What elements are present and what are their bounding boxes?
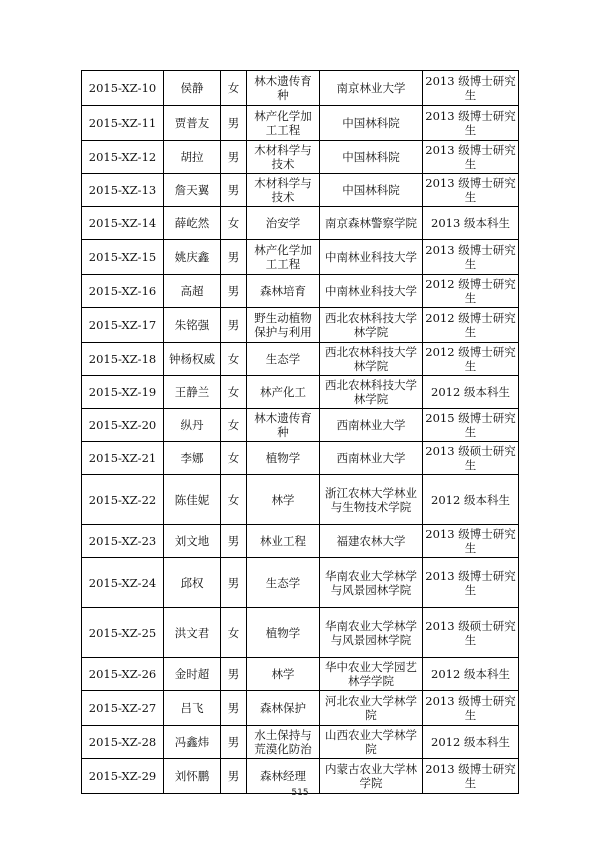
gender-cell: 女	[221, 71, 247, 106]
gender-cell: 男	[221, 240, 247, 275]
school-cell: 中南林业科技大学	[320, 275, 423, 308]
major-cell: 生态学	[247, 558, 320, 608]
name-cell: 洪文君	[164, 608, 221, 658]
level-cell: 2013 级博士研究生	[423, 759, 519, 794]
name-cell: 胡拉	[164, 141, 221, 174]
gender-cell: 男	[221, 558, 247, 608]
level-cell: 2012 级博士研究生	[423, 343, 519, 376]
major-cell: 林产化工	[247, 376, 320, 409]
level-cell: 2013 级硕士研究生	[423, 442, 519, 475]
level-cell: 2012 级本科生	[423, 658, 519, 691]
gender-cell: 女	[221, 207, 247, 240]
school-cell: 华南农业大学林学与风景园林学院	[320, 558, 423, 608]
name-cell: 高超	[164, 275, 221, 308]
school-cell: 南京林业大学	[320, 71, 423, 106]
school-cell: 山西农业大学林学院	[320, 726, 423, 759]
id-cell: 2015-XZ-27	[82, 691, 164, 726]
table-row	[82, 658, 519, 691]
id-cell: 2015-XZ-13	[82, 174, 164, 207]
major-cell: 林学	[247, 658, 320, 691]
id-cell: 2015-XZ-11	[82, 106, 164, 141]
school-cell: 内蒙古农业大学林学院	[320, 759, 423, 794]
school-cell: 中南林业科技大学	[320, 240, 423, 275]
name-cell: 钟杨权威	[164, 343, 221, 376]
table-row	[82, 308, 519, 343]
gender-cell: 男	[221, 275, 247, 308]
level-cell: 2013 级博士研究生	[423, 240, 519, 275]
name-cell: 李娜	[164, 442, 221, 475]
id-cell: 2015-XZ-21	[82, 442, 164, 475]
level-cell: 2013 级本科生	[423, 207, 519, 240]
id-cell: 2015-XZ-24	[82, 558, 164, 608]
name-cell: 纵丹	[164, 409, 221, 442]
id-cell: 2015-XZ-17	[82, 308, 164, 343]
major-cell: 木材科学与技术	[247, 174, 320, 207]
school-cell: 华中农业大学园艺林学学院	[320, 658, 423, 691]
table-row	[82, 376, 519, 409]
table-row	[82, 275, 519, 308]
id-cell: 2015-XZ-12	[82, 141, 164, 174]
table-row	[82, 558, 519, 608]
name-cell: 邱权	[164, 558, 221, 608]
level-cell: 2012 级博士研究生	[423, 275, 519, 308]
page-number: 515	[291, 788, 309, 798]
table-row	[82, 343, 519, 376]
id-cell: 2015-XZ-18	[82, 343, 164, 376]
major-cell: 林木遗传育种	[247, 71, 320, 106]
level-cell: 2012 级本科生	[423, 726, 519, 759]
gender-cell: 女	[221, 608, 247, 658]
school-cell: 南京森林警察学院	[320, 207, 423, 240]
school-cell: 河北农业大学林学院	[320, 691, 423, 726]
school-cell: 西北农林科技大学林学院	[320, 376, 423, 409]
name-cell: 姚庆鑫	[164, 240, 221, 275]
major-cell: 植物学	[247, 608, 320, 658]
name-cell: 贾普友	[164, 106, 221, 141]
table-row	[82, 442, 519, 475]
gender-cell: 男	[221, 759, 247, 794]
gender-cell: 女	[221, 475, 247, 525]
name-cell: 侯静	[164, 71, 221, 106]
id-cell: 2015-XZ-25	[82, 608, 164, 658]
recipient-table	[81, 70, 519, 794]
name-cell: 刘怀鹏	[164, 759, 221, 794]
level-cell: 2013 级博士研究生	[423, 558, 519, 608]
name-cell: 薛屹然	[164, 207, 221, 240]
level-cell: 2013 级博士研究生	[423, 71, 519, 106]
gender-cell: 男	[221, 106, 247, 141]
gender-cell: 男	[221, 174, 247, 207]
name-cell: 朱铭强	[164, 308, 221, 343]
school-cell: 西北农林科技大学林学院	[320, 308, 423, 343]
id-cell: 2015-XZ-26	[82, 658, 164, 691]
level-cell: 2013 级硕士研究生	[423, 608, 519, 658]
major-cell: 治安学	[247, 207, 320, 240]
major-cell: 森林培育	[247, 275, 320, 308]
level-cell: 2013 级博士研究生	[423, 691, 519, 726]
major-cell: 森林经理	[247, 759, 320, 794]
table-row	[82, 409, 519, 442]
table-body	[82, 71, 519, 794]
level-cell: 2013 级博士研究生	[423, 141, 519, 174]
table-row	[82, 174, 519, 207]
gender-cell: 女	[221, 409, 247, 442]
table-row	[82, 726, 519, 759]
gender-cell: 男	[221, 658, 247, 691]
name-cell: 吕飞	[164, 691, 221, 726]
major-cell: 林学	[247, 475, 320, 525]
table-row	[82, 608, 519, 658]
table-row	[82, 240, 519, 275]
level-cell: 2012 级博士研究生	[423, 308, 519, 343]
school-cell: 华南农业大学林学与风景园林学院	[320, 608, 423, 658]
id-cell: 2015-XZ-29	[82, 759, 164, 794]
level-cell: 2012 级本科生	[423, 475, 519, 525]
table-row	[82, 71, 519, 106]
major-cell: 林产化学加工工程	[247, 106, 320, 141]
table-row	[82, 525, 519, 558]
gender-cell: 男	[221, 525, 247, 558]
major-cell: 森林保护	[247, 691, 320, 726]
level-cell: 2012 级本科生	[423, 376, 519, 409]
school-cell: 中国林科院	[320, 141, 423, 174]
id-cell: 2015-XZ-10	[82, 71, 164, 106]
level-cell: 2015 级博士研究生	[423, 409, 519, 442]
name-cell: 詹天翼	[164, 174, 221, 207]
id-cell: 2015-XZ-19	[82, 376, 164, 409]
major-cell: 木材科学与技术	[247, 141, 320, 174]
id-cell: 2015-XZ-28	[82, 726, 164, 759]
major-cell: 林产化学加工工程	[247, 240, 320, 275]
id-cell: 2015-XZ-16	[82, 275, 164, 308]
level-cell: 2013 级博士研究生	[423, 106, 519, 141]
table-row	[82, 475, 519, 525]
gender-cell: 女	[221, 343, 247, 376]
major-cell: 林木遗传育种	[247, 409, 320, 442]
id-cell: 2015-XZ-23	[82, 525, 164, 558]
school-cell: 福建农林大学	[320, 525, 423, 558]
school-cell: 中国林科院	[320, 174, 423, 207]
gender-cell: 女	[221, 376, 247, 409]
gender-cell: 女	[221, 442, 247, 475]
school-cell: 中国林科院	[320, 106, 423, 141]
level-cell: 2013 级博士研究生	[423, 174, 519, 207]
name-cell: 陈佳妮	[164, 475, 221, 525]
id-cell: 2015-XZ-22	[82, 475, 164, 525]
major-cell: 水土保持与荒漠化防治	[247, 726, 320, 759]
gender-cell: 男	[221, 691, 247, 726]
name-cell: 金时超	[164, 658, 221, 691]
table-row	[82, 691, 519, 726]
name-cell: 刘文地	[164, 525, 221, 558]
gender-cell: 男	[221, 726, 247, 759]
level-cell: 2013 级博士研究生	[423, 525, 519, 558]
school-cell: 西南林业大学	[320, 409, 423, 442]
id-cell: 2015-XZ-14	[82, 207, 164, 240]
major-cell: 植物学	[247, 442, 320, 475]
gender-cell: 男	[221, 141, 247, 174]
table-row	[82, 141, 519, 174]
major-cell: 林业工程	[247, 525, 320, 558]
name-cell: 冯鑫炜	[164, 726, 221, 759]
major-cell: 生态学	[247, 343, 320, 376]
school-cell: 西北农林科技大学林学院	[320, 343, 423, 376]
table-row	[82, 207, 519, 240]
table-row	[82, 106, 519, 141]
major-cell: 野生动植物保护与利用	[247, 308, 320, 343]
id-cell: 2015-XZ-15	[82, 240, 164, 275]
id-cell: 2015-XZ-20	[82, 409, 164, 442]
school-cell: 浙江农林大学林业与生物技术学院	[320, 475, 423, 525]
gender-cell: 男	[221, 308, 247, 343]
name-cell: 王静兰	[164, 376, 221, 409]
school-cell: 西南林业大学	[320, 442, 423, 475]
